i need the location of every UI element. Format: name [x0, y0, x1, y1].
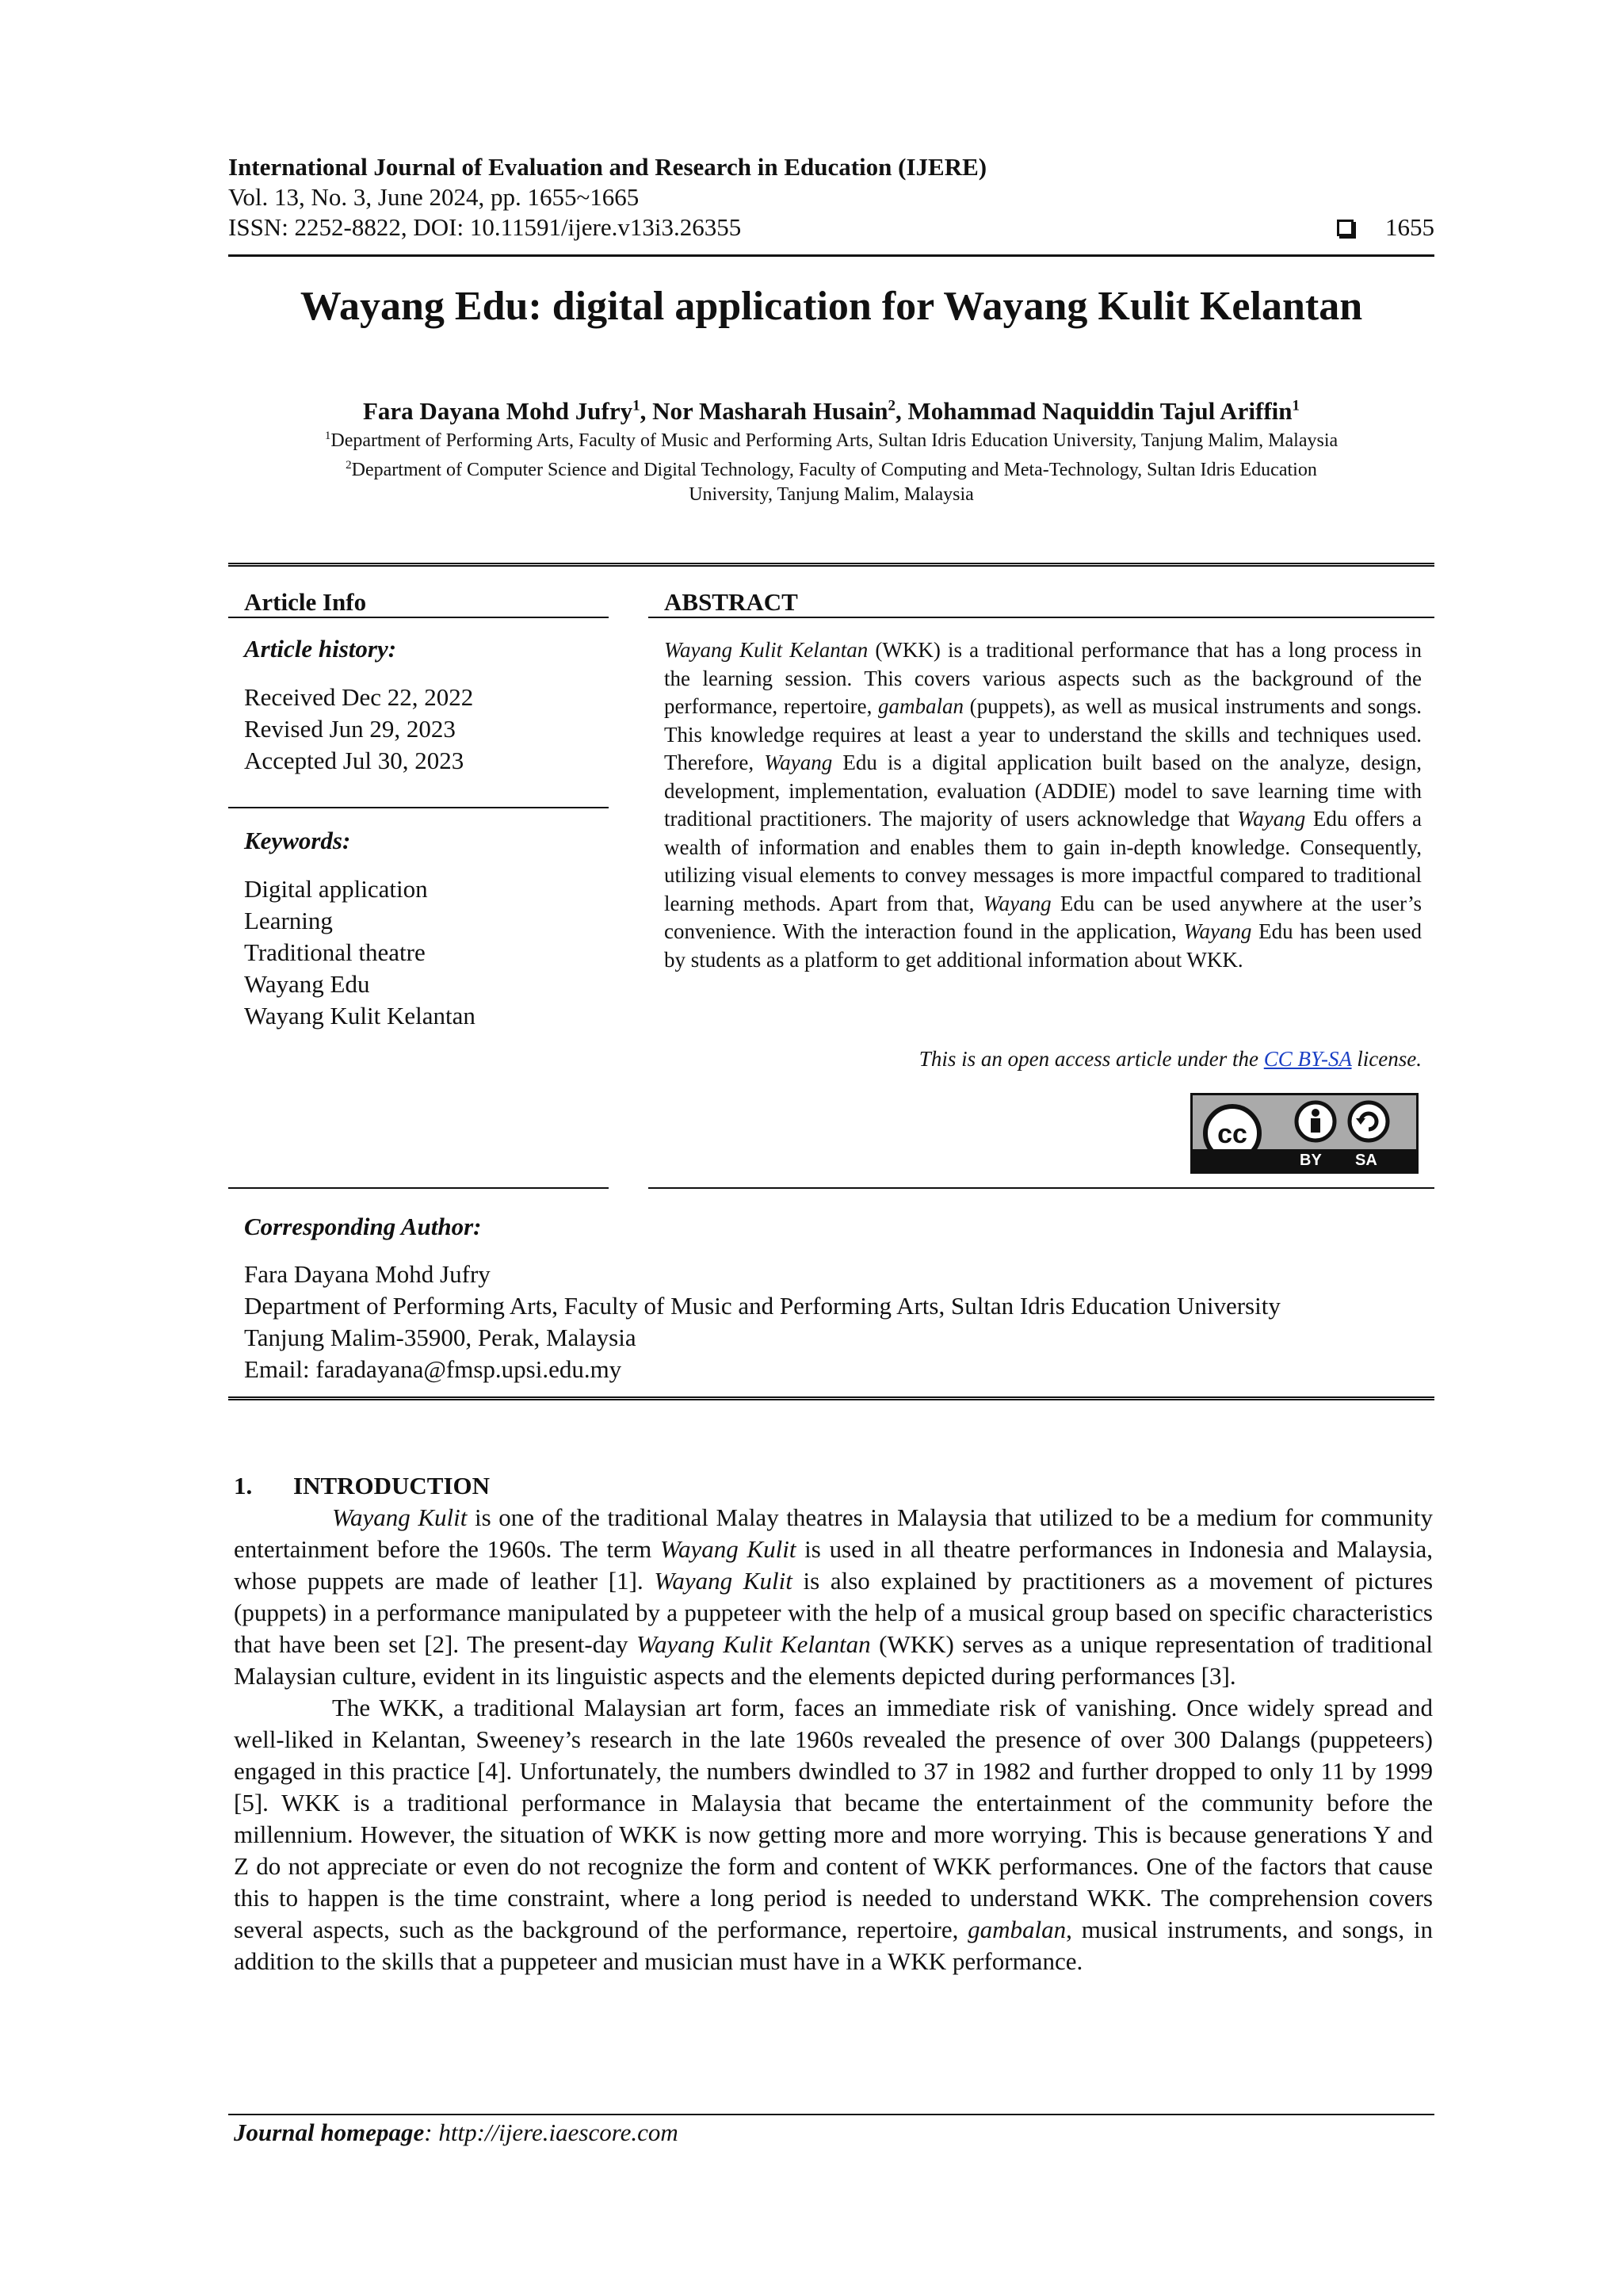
affiliations [228, 424, 1434, 507]
badge-sa-label: SA [1355, 1152, 1377, 1169]
author-3: Mohammad Naquiddin Tajul Ariffin$^1$ [907, 397, 1300, 426]
svg-text:cc: cc [1217, 1119, 1247, 1149]
section-body [234, 1502, 1433, 1977]
running-header [228, 152, 1434, 243]
checkbox-square-icon [1337, 220, 1354, 236]
paper-title: Wayang Edu: digital application for Wayang Kulit Kelantan [300, 284, 1363, 329]
infobox-right-bottom-rule [648, 1187, 1434, 1189]
section-heading: 1. INTRODUCTION [234, 1472, 491, 1499]
header-rule [228, 254, 1434, 257]
keywords-rule [228, 807, 609, 808]
corresponding-heading: Corresponding Author: [244, 1213, 482, 1240]
body-paragraph: The WKK, a traditional Malaysian art form, faces an immediate risk of vanishing. Once widely spread and well-liked in Kelantan, Sweeney’s research in the late 1960s revealed the presence of over 300 Dalangs (puppeteers) engaged in this practice [4]. Unfortunately, the numbers dwindled to 37 in 1982 and further dropped to only 11 by 1999 [5]. WKK is a traditional performance in Malaysia that became the entertainment of the community before the millennium. However, the situation of WKK is now getting more and more worrying. This is because generations Y and Z do not appreciate or even do not recognize the form and content of WKK performances. One of the factors that cause this to happen is the time constraint, where a long period is needed to understand WKK. The comprehension covers several aspects, such as the background of the performance, repertoire, gambalan, musical instruments, and songs, in addition to the skills that a puppeteer and musician must have in a WKK performance. [234, 1694, 1433, 1975]
article-history-heading: Article history: [244, 635, 397, 663]
license-statement: This is an open access article under the CC BY-SA license. [918, 1047, 1422, 1071]
corresponding-email[interactable]: Email: faradayana@fmsp.upsi.edu.my [244, 1355, 622, 1383]
corresponding-address: Tanjung Malim-35900, Perak, Malaysia [244, 1324, 636, 1351]
badge-by-label: BY [1300, 1152, 1322, 1169]
date-received: Received Dec 22, 2022 [244, 683, 474, 711]
cc-by-sa-link[interactable]: CC BY-SA [1263, 1047, 1352, 1071]
keywords-heading: Keywords: [244, 827, 351, 854]
affiliation-2: $^2$Department of Computer Science and Digital Technology, Faculty of Computing and Meta-Technology, Sultan Idris Education [346, 459, 1317, 480]
date-revised: Revised Jun 29, 2023 [244, 715, 456, 743]
journal-issn-doi: ISSN: 2252-8822, DOI: 10.11591/ijere.v13i3.26355 [228, 213, 742, 241]
infobox-bottom-rule [228, 1396, 1434, 1400]
cc-logo-icon [1193, 1095, 1416, 1151]
article-info-heading: Article Info [244, 588, 367, 616]
infobox-left-bottom-rule [228, 1187, 609, 1189]
infobox-top-rule [228, 563, 1434, 567]
keyword-item: Learning [244, 907, 333, 934]
journal-name: International Journal of Evaluation and Research in Education (IJERE) [228, 153, 987, 181]
corresponding-author [244, 1211, 1433, 1385]
journal-homepage[interactable]: Journal homepage: http://ijere.iaescore.com [234, 2118, 678, 2146]
keyword-item: Traditional theatre [244, 938, 426, 966]
footer-rule [228, 2114, 1434, 2115]
page-number: 1655 [1385, 213, 1434, 241]
date-accepted: Accepted Jul 30, 2023 [244, 747, 464, 774]
author-list [228, 392, 1434, 426]
corresponding-name: Fara Dayana Mohd Jufry [244, 1260, 491, 1288]
author-1: Fara Dayana Mohd Jufry$^1$, [362, 397, 653, 426]
keyword-item: Wayang Edu [244, 970, 370, 998]
corresponding-dept: Department of Performing Arts, Faculty of Music and Performing Arts, Sultan Idris Education University [244, 1292, 1281, 1320]
keyword-item: Digital application [244, 875, 428, 903]
affiliation-1: $^1$Department of Performing Arts, Faculty of Music and Performing Arts, Sultan Idris Education University, Tanjung Malim, Malaysia [324, 430, 1338, 451]
badge-label-bar [1193, 1149, 1416, 1171]
cc-by-sa-badge[interactable] [1190, 1093, 1419, 1174]
abstract-heading: ABSTRACT [664, 588, 798, 616]
body-paragraph: Wayang Kulit is one of the traditional Malay theatres in Malaysia that utilized to be a medium for community entertainment before the 1960s. The term Wayang Kulit is used in all theatre performances in Indonesia and Malaysia, whose puppets are made of leather [1]. Wayang Kulit is also explained by practitioners as a movement of pictures (puppets) in a performance manipulated by a puppeteer with the help of a musical group based on specific characteristics that have been set [2]. The present-day Wayang Kulit Kelantan (WKK) serves as a unique representation of traditional Malaysian culture, evident in its linguistic aspects and the elements depicted during performances [3]. [234, 1503, 1434, 1690]
abstract-rule [648, 617, 1434, 618]
affiliation-2-cont: University, Tanjung Malim, Malaysia [689, 484, 974, 505]
keyword-item: Wayang Kulit Kelantan [244, 1002, 475, 1030]
journal-volume: Vol. 13, No. 3, June 2024, pp. 1655~1665 [228, 183, 640, 211]
article-info-rule [228, 617, 609, 618]
author-2: Nor Masharah Husain$^2$, [652, 397, 908, 426]
abstract-text: Wayang Kulit Kelantan (WKK) is a traditional performance that has a long process in the learning session. This covers various aspects such as the background of the performance, repertoire, gambalan (puppets), as well as musical instruments and songs. This knowledge requires at least a year to understand the skills and techniques used. Therefore, Wayang Edu is a digital application built based on the analyze, design, development, implementation, evaluation (ADDIE) model to save learning time with traditional practitioners. The majority of users acknowledge that Wayang Edu offers a wealth of information and enables them to gain in-depth knowledge. Consequently, utilizing visual elements to convey messages is more impactful compared to traditional learning methods. Apart from that, Wayang Edu can be used anywhere at the user’s convenience. With the interaction found in the application, Wayang Edu has been used by students as a platform to get additional information about WKK. [664, 638, 1423, 972]
